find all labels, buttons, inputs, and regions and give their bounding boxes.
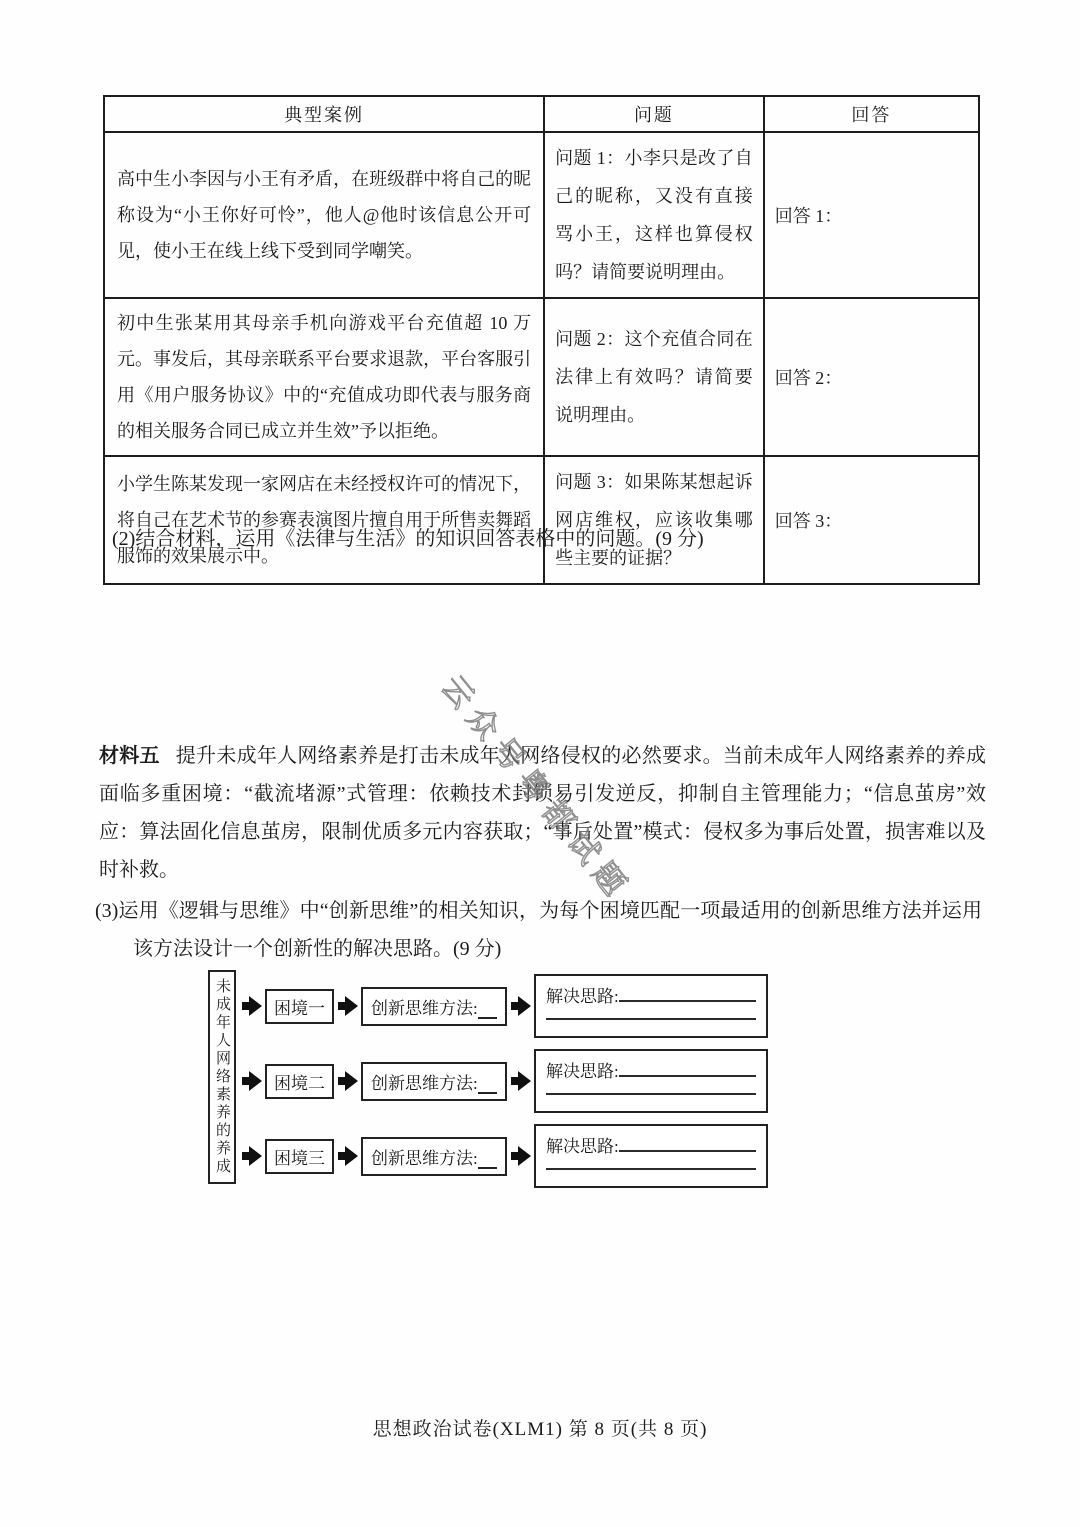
right-arrow-icon [518, 1146, 531, 1166]
right-arrow-icon [249, 1146, 262, 1166]
dilemma-2-box: 困境二 [265, 1064, 334, 1099]
dilemma-3-box: 困境三 [265, 1139, 334, 1174]
question-3-text: (3)运用《逻辑与思维》中“创新思维”的相关知识，为每个困境匹配一项最适用的创新思维方法并运用该方法设计一个创新性的解决思路。(9 分) [95, 900, 982, 960]
dilemma-flow-diagram [208, 966, 840, 1196]
diagram-row-2 [238, 1048, 768, 1114]
table-header-row [104, 96, 979, 132]
solution-blank-1b [546, 1018, 756, 1020]
right-arrow-icon [345, 1146, 358, 1166]
page-footer: 思想政治试卷(XLM1) 第 8 页(共 8 页) [372, 1419, 708, 1440]
case-cell-1: 高中生小李因与小王有矛盾，在班级群中将自己的昵称设为“小王你好可怜”，他人@他时该信息公开可见，使小王在线上线下受到同学嘲笑。 [104, 132, 544, 298]
method-label-3: 创新思维方法: [371, 1148, 478, 1168]
method-blank-1 [478, 1015, 497, 1019]
right-arrow-icon [345, 1071, 358, 1091]
method-label-1: 创新思维方法: [371, 998, 478, 1018]
solution-blank-3b [546, 1168, 756, 1170]
question-2-text: (2)结合材料，运用《法律与生活》的知识回答表格中的问题。(9 分) [112, 528, 704, 550]
solution-blank-2b [546, 1093, 756, 1095]
table-row [104, 456, 979, 584]
method-box-2 [361, 1062, 507, 1101]
solution-box-2 [534, 1049, 768, 1113]
solution-blank-1a [619, 985, 756, 1002]
table-header-answer: 回答 [764, 96, 979, 132]
solution-blank-2a [619, 1060, 756, 1077]
answer-cell-2: 回答 2： [764, 298, 979, 456]
question-cell-2: 问题 2：这个充值合同在法律上有效吗？请简要说明理由。 [544, 298, 764, 456]
question-cell-1: 问题 1：小李只是改了自己的昵称，又没有直接骂小王，这样也算侵权吗？请简要说明理由。 [544, 132, 764, 298]
right-arrow-icon [249, 1071, 262, 1091]
right-arrow-icon [345, 996, 358, 1016]
diagram-side-label: 未成年人网络素养的养成 [208, 970, 236, 1184]
diagram-row-1 [238, 973, 768, 1039]
case-cell-2: 初中生张某用其母亲手机向游戏平台充值超 10 万元。事发后，其母亲联系平台要求退款，平台客服引用《用户服务协议》中的“充值成功即代表与服务商的相关服务合同已成立并生效”予以拒绝。 [104, 298, 544, 456]
diagram-row-3 [238, 1123, 768, 1189]
dilemma-1-box: 困境一 [265, 989, 334, 1024]
method-blank-2 [478, 1090, 497, 1094]
method-label-2: 创新思维方法: [371, 1073, 478, 1093]
material-5-text: 提升未成年人网络素养是打击未成年人网络侵权的必然要求。当前未成年人网络素养的养成面临多重困境：“截流堵源”式管理：依赖技术封锁易引发逆反，抑制自主管理能力；“信息茧房”效应：算法固化信息茧房，限制优质多元内容获取；“事后处置”模式：侵权多为事后处置，损害难以及时补救。 [99, 745, 987, 881]
table-row [104, 298, 979, 456]
method-box-3 [361, 1137, 507, 1176]
right-arrow-icon [518, 996, 531, 1016]
table-header-question: 问题 [544, 96, 764, 132]
case-table [103, 95, 980, 585]
solution-box-1 [534, 974, 768, 1038]
watermark-text: 云众号粤都试题 [434, 669, 638, 909]
right-arrow-icon [249, 996, 262, 1016]
solution-box-3 [534, 1124, 768, 1188]
right-arrow-icon [518, 1071, 531, 1091]
solution-label-1: 解决思路: [546, 987, 619, 1006]
method-blank-3 [478, 1165, 497, 1169]
solution-blank-3a [619, 1135, 756, 1152]
solution-label-3: 解决思路: [546, 1137, 619, 1156]
table-header-case: 典型案例 [104, 96, 544, 132]
question-cell-3: 问题 3：如果陈某想起诉网店维权，应该收集哪些主要的证据？ [544, 456, 764, 584]
table-row [104, 132, 979, 298]
method-box-1 [361, 987, 507, 1026]
case-cell-3: 小学生陈某发现一家网店在未经授权许可的情况下，将自己在艺术节的参赛表演图片擅自用于所售卖舞蹈服饰的效果展示中。 [104, 456, 544, 584]
material-5-label: 材料五 [99, 745, 160, 767]
answer-cell-1: 回答 1： [764, 132, 979, 298]
solution-label-2: 解决思路: [546, 1062, 619, 1081]
answer-cell-3: 回答 3： [764, 456, 979, 584]
